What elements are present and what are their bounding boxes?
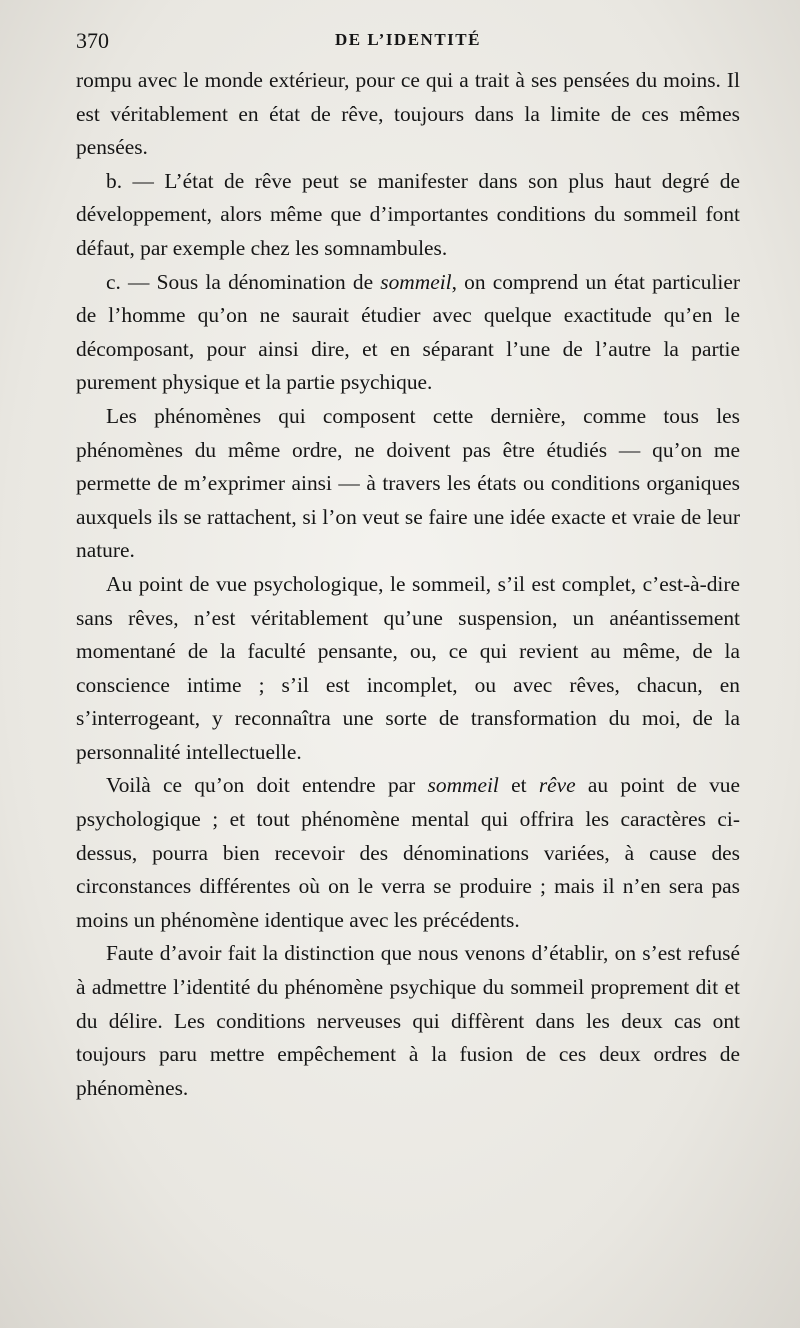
- text-run: Faute d’avoir fait la distinction que nous venons d’établir, on s’est refusé à admettre l’identité du phénomène psychique du sommeil proprement dit et du délire. Les conditions nerveuses qui diffèrent dans les deux cas ont toujours paru mettre empêchement à la fusion de ces deux ordres de phénomènes.: [76, 941, 740, 1100]
- italic-term: sommeil: [427, 773, 499, 798]
- paragraph: [76, 165, 740, 266]
- paragraph: [76, 266, 740, 400]
- paragraph: [76, 64, 740, 165]
- text-run: , on comprend un état particulier de l’homme qu’on ne saurait étudier avec quelque exactitude qu’en le décomposant, pour ainsi dire, et en séparant l’une de l’autre la partie purement physique et la partie psychique.: [76, 269, 740, 395]
- paragraph: [76, 400, 740, 568]
- italic-term: sommeil: [380, 269, 452, 294]
- paragraph: [76, 568, 740, 770]
- italic-term: rêve: [538, 773, 576, 798]
- text-run: Voilà ce qu’on doit entendre par: [106, 773, 428, 798]
- body-text: [76, 64, 740, 1105]
- text-run: c. — Sous la dénomination de: [106, 269, 381, 294]
- page-number: 370: [76, 28, 109, 53]
- text-run: rompu avec le monde extérieur, pour ce qui a trait à ses pensées du moins. Il est véritablement en état de rêve, toujours dans la limite de ces mêmes pensées.: [76, 68, 740, 160]
- text-run: Les phénomènes qui composent cette dernière, comme tous les phénomènes du même ordre, ne doivent pas être étudiés — qu’on me permette de m’exprimer ainsi — à travers les états ou conditions organiques auxquels ils se rattachent, si l’on veut se faire une idée exacte et vraie de leur nature.: [76, 403, 740, 563]
- text-run: au point de vue psychologique ; et tout phénomène mental qui offrira les caractères ci-dessus, pourra bien recevoir des dénominations variées, à cause des circonstances différentes où on le verra se produire ; mais il n’en sera pas moins un phénomène identique avec les précédents.: [76, 773, 740, 932]
- text-run: et: [498, 773, 539, 798]
- running-title: DE L’IDENTITÉ: [335, 30, 481, 49]
- running-head: [76, 28, 740, 60]
- paragraph: [76, 769, 740, 937]
- text-run: Au point de vue psychologique, le sommeil, s’il est complet, c’est-à-dire sans rêves, n’est véritablement qu’une suspension, un anéantissement momentané de la faculté pensante, ou, ce qui revient au même, de la conscience intime ; s’il est incomplet, ou avec rêves, chacun, en s’interrogeant, y reconnaîtra une sorte de transformation du moi, de la personnalité intellectuelle.: [76, 571, 740, 764]
- paragraph: [76, 937, 740, 1105]
- text-run: b. — L’état de rêve peut se manifester dans son plus haut degré de développement, alors même que d’importantes conditions du sommeil font défaut, par exemple chez les somnambules.: [76, 168, 740, 260]
